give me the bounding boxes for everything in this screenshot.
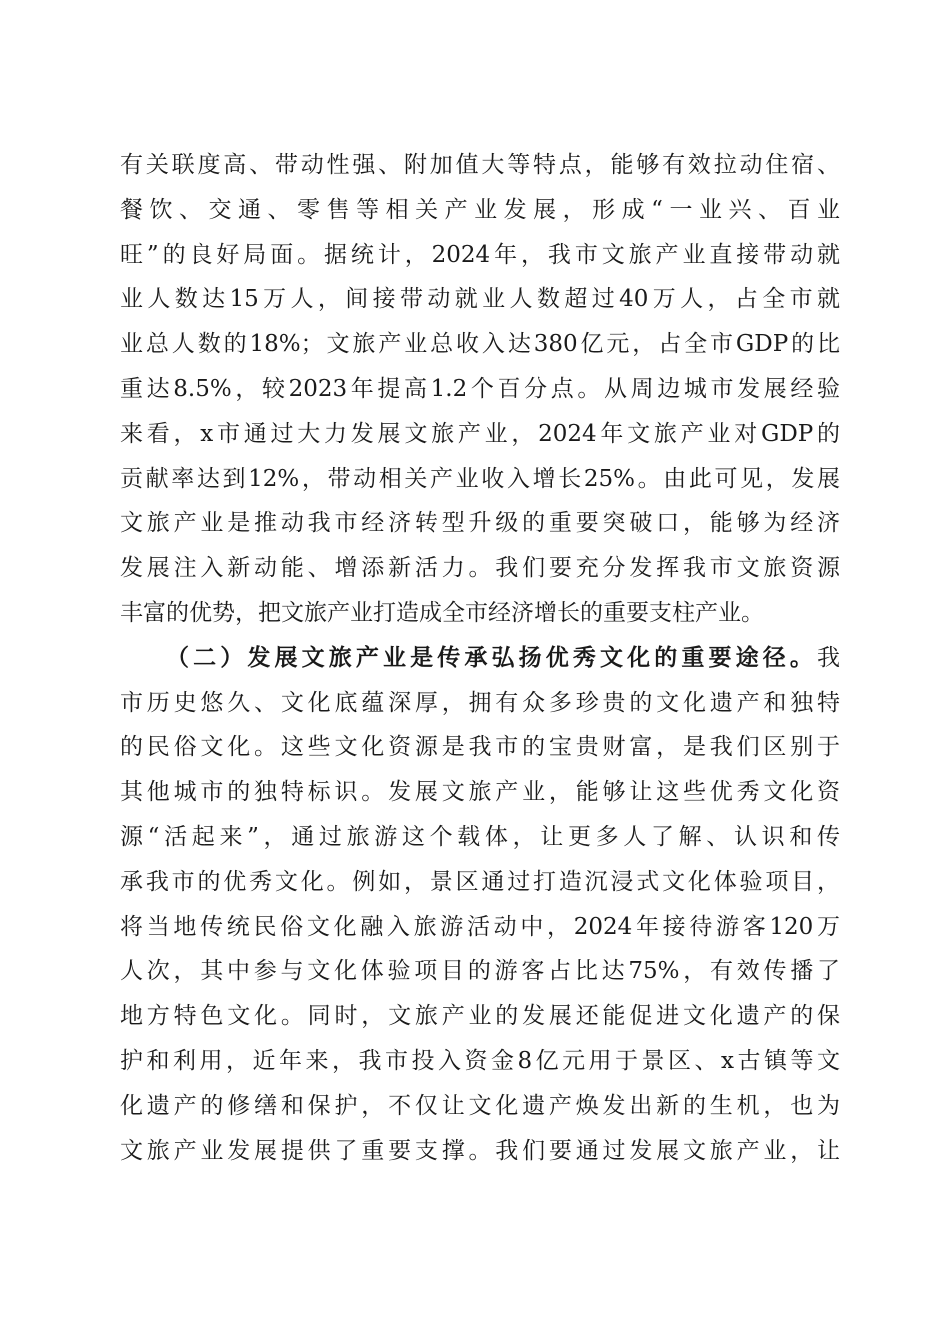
text-line: 业总人数的18%；文旅产业总收入达380亿元，占全市GDP的比: [120, 331, 840, 358]
text-line: 的民俗文化。这些文化资源是我市的宝贵财富，是我们区别于: [120, 734, 840, 761]
text-line: 将当地传统民俗文化融入旅游活动中，2024年接待游客120万: [120, 913, 840, 940]
text-line: 有关联度高、带动性强、附加值大等特点，能够有效拉动住宿、: [120, 152, 840, 178]
text-line: 承我市的优秀文化。例如，景区通过打造沉浸式文化体验项目，: [120, 868, 840, 895]
text-line: 人次，其中参与文化体验项目的游客占比达75%，有效传播了: [120, 958, 840, 985]
text-fragment: 我: [817, 644, 840, 671]
text-line: 护和利用，近年来，我市投入资金8亿元用于景区、x古镇等文: [120, 1047, 840, 1074]
text-line: 市历史悠久、文化底蕴深厚，拥有众多珍贵的文化遗产和独特: [120, 689, 840, 716]
text-line: 地方特色文化。同时，文旅产业的发展还能促进文化遗产的保: [120, 1003, 840, 1030]
text-line: 重达8.5%，较2023年提高1.2个百分点。从周边城市发展经验: [120, 375, 840, 402]
section-heading-line: [120, 636, 840, 681]
text-line: 丰富的优势，把文旅产业打造成全市经济增长的重要支柱产业。: [120, 599, 764, 626]
text-line: 化遗产的修缮和保护，不仅让文化遗产焕发出新的生机，也为: [120, 1092, 840, 1119]
text-line: 源“活起来”，通过旅游这个载体，让更多人了解、认识和传: [120, 823, 840, 850]
text-line: 贡献率达到12%，带动相关产业收入增长25%。由此可见，发展: [120, 465, 840, 492]
text-line: 业人数达15万人，间接带动就业人数超过40万人，占全市就: [120, 286, 840, 313]
text-line: 餐饮、交通、零售等相关产业发展，形成“一业兴、百业: [120, 196, 840, 223]
text-line: 文旅产业发展提供了重要支撑。我们要通过发展文旅产业，让: [120, 1137, 840, 1164]
text-line: 发展注入新动能、增添新活力。我们要充分发挥我市文旅资源: [120, 555, 840, 582]
body-text: [120, 143, 840, 1173]
text-line: 旺”的良好局面。据统计，2024年，我市文旅产业直接带动就: [120, 241, 840, 268]
text-line: 其他城市的独特标识。发展文旅产业，能够让这些优秀文化资: [120, 779, 840, 806]
text-line: 文旅产业是推动我市经济转型升级的重要突破口，能够为经济: [120, 510, 840, 537]
text-line: 来看，x市通过大力发展文旅产业，2024年文旅产业对GDP的: [120, 420, 840, 447]
section-heading: （二）发展文旅产业是传承弘扬优秀文化的重要途径。: [166, 643, 817, 671]
